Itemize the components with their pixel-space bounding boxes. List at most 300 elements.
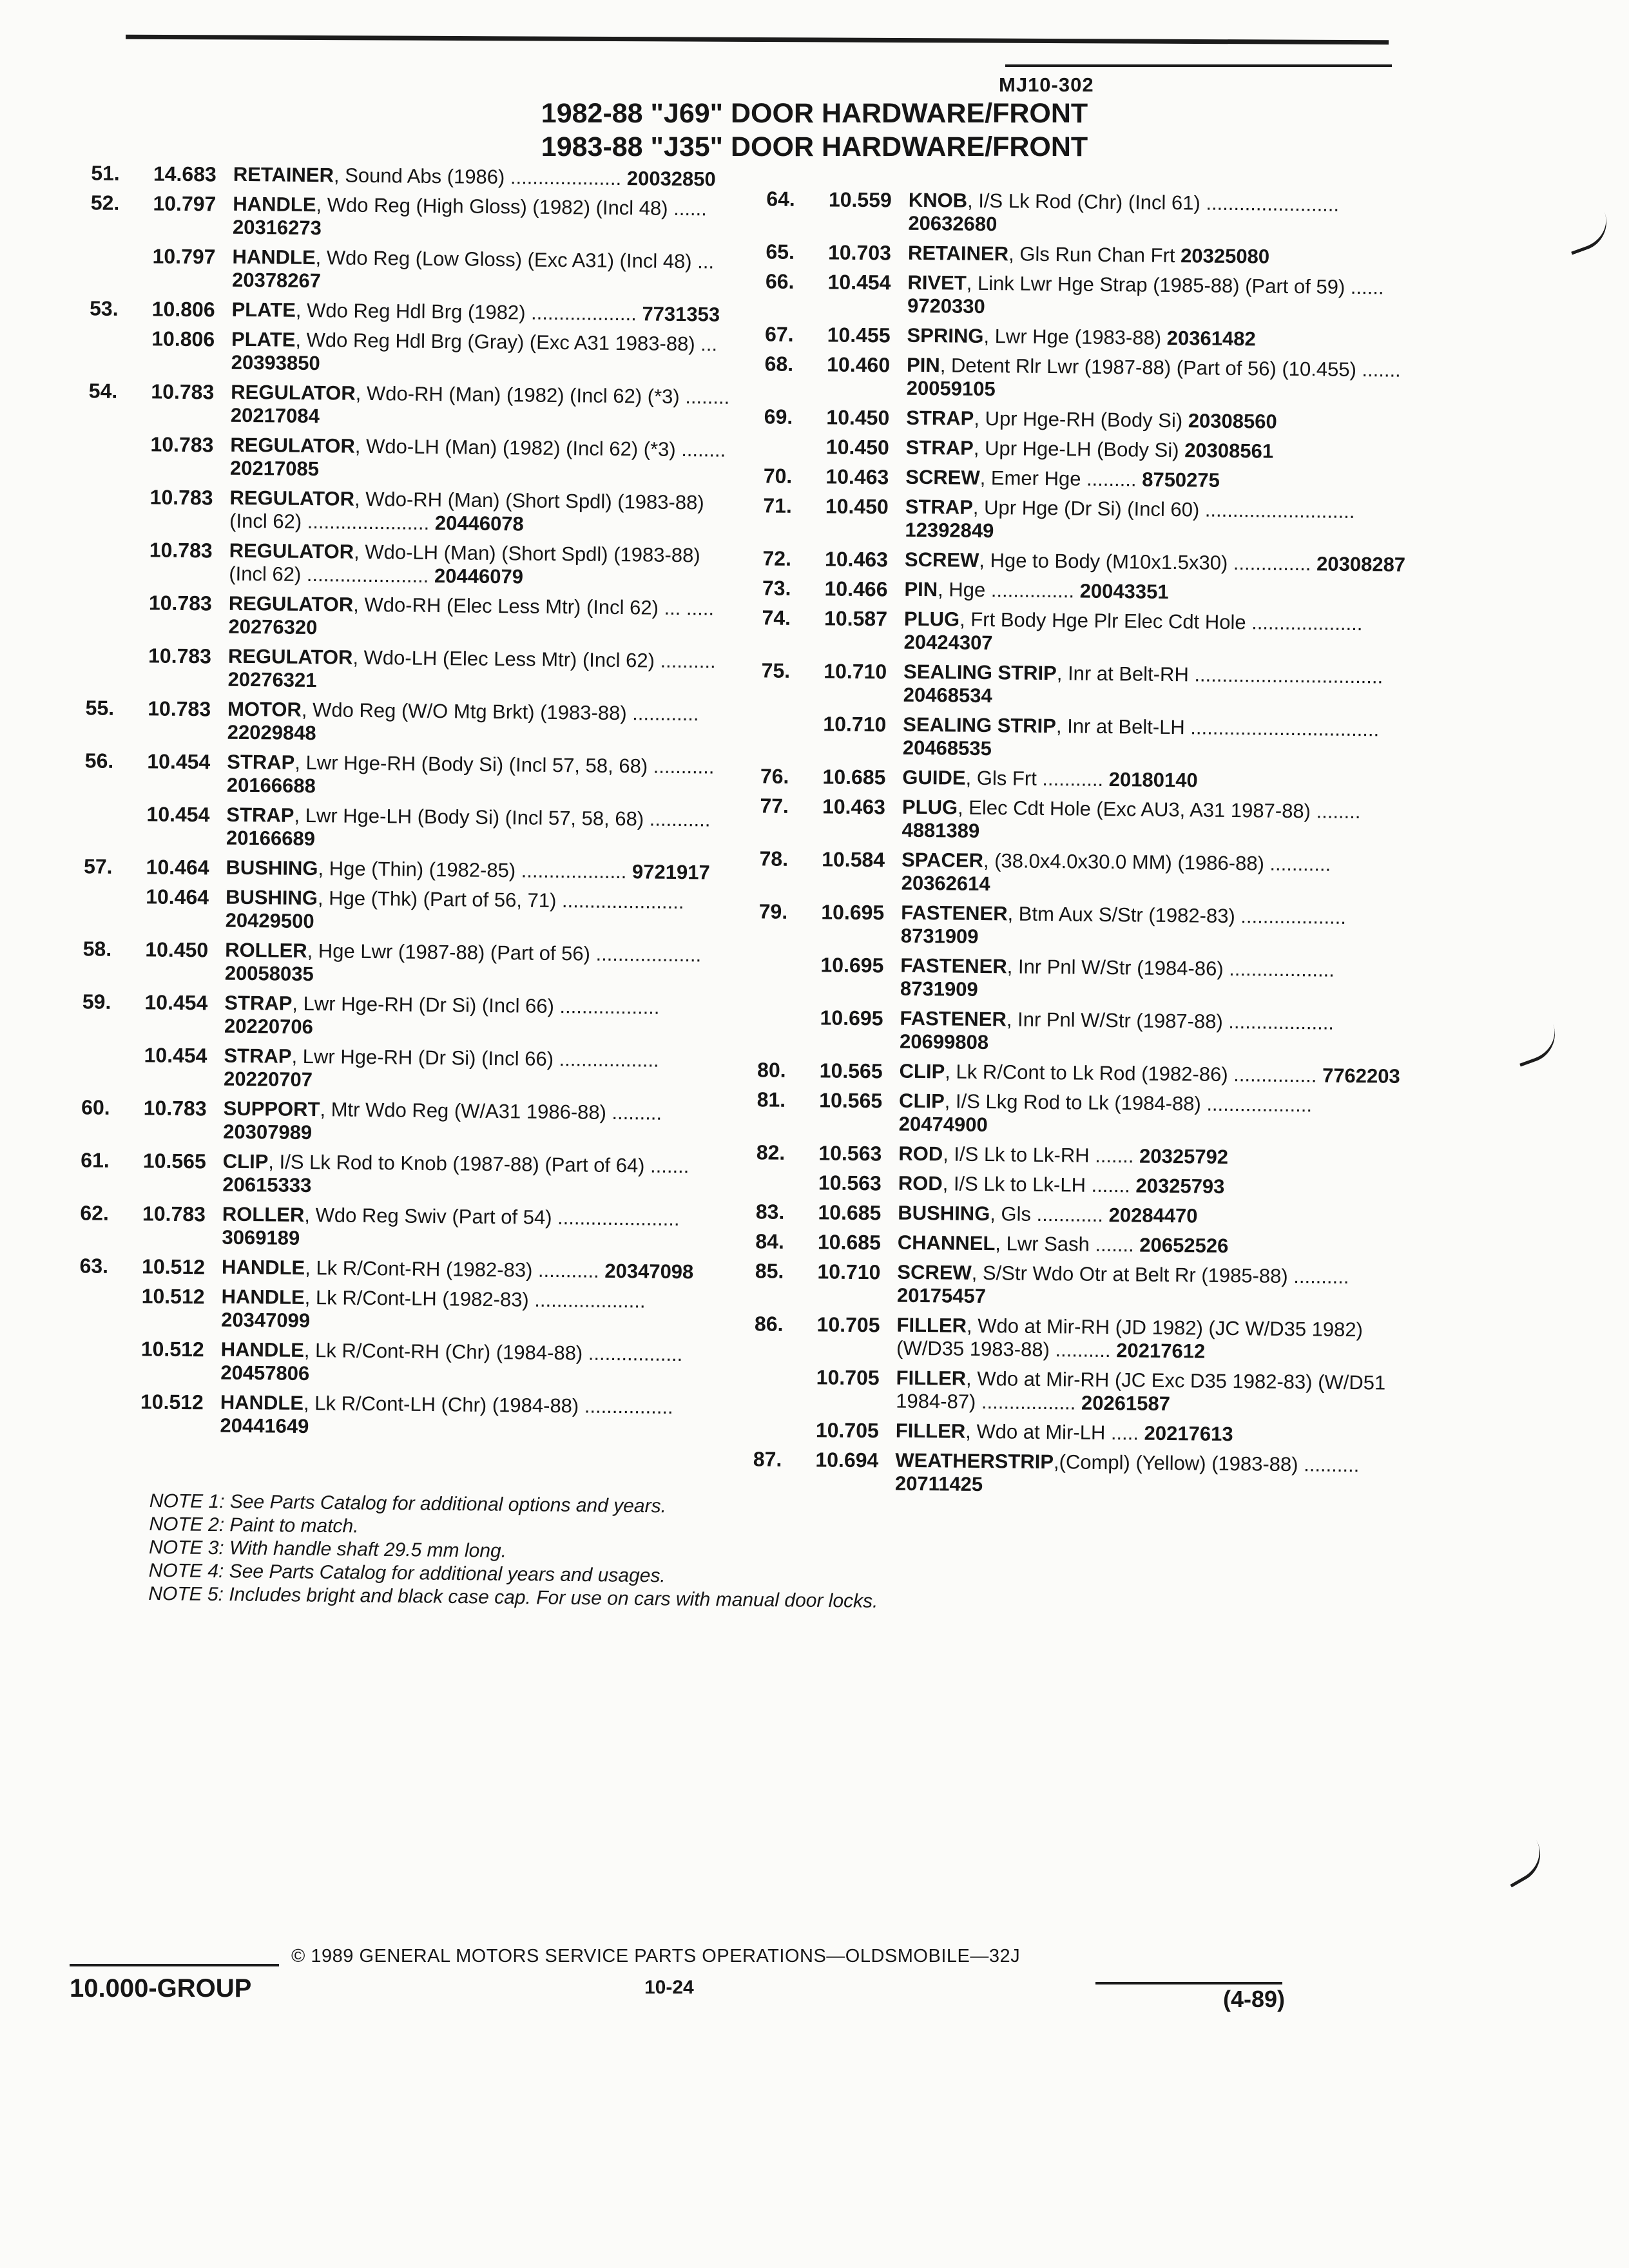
part-description [908,242,1409,270]
group-number: 10.565 [819,1088,883,1113]
part-detail: , (38.0x4.0x30.0 MM) (1986-88) ........... [983,849,1331,876]
part-number: 22029848 [227,720,316,745]
part-entry [54,1095,738,1149]
part-detail: , I/S Lk to Lk-LH ....... [942,1172,1131,1197]
part-number: 20347099 [221,1308,311,1332]
part-description [901,849,1403,900]
part-name: FASTENER [900,954,1007,978]
item-number: 53. [89,296,119,320]
part-name: MOTOR [227,697,302,721]
item-number: 81. [757,1088,786,1111]
part-name: GUIDE [902,765,966,789]
part-description [898,1202,1399,1230]
part-entry [55,1043,738,1096]
part-entry [733,794,1403,847]
part-entry [55,990,739,1043]
part-entry [729,1200,1399,1230]
item-number: 58. [82,937,112,961]
group-number: 10.455 [827,323,891,347]
part-detail: , Mtr Wdo Reg (W/A31 1986-88) ......... [320,1098,662,1124]
part-entry [61,432,745,485]
group-number: 10.806 [151,327,215,351]
part-name: REGULATOR [231,380,356,405]
item-number [731,952,787,999]
part-name: HANDLE [232,245,316,269]
part-number: 20468534 [903,683,992,707]
part-entry [736,494,1407,547]
part-detail: , Inr at Belt-RH .................................. [1056,662,1383,688]
part-entry [59,696,742,749]
part-description [233,193,747,244]
part-detail: , Wdo-RH (Elec Less Mtr) (Incl 62) ... ..... [353,593,715,620]
part-number: 12392849 [905,518,994,543]
part-name: REGULATOR [230,433,356,457]
group-number: 10.463 [822,794,886,819]
part-name: STRAP [224,991,293,1015]
part-number: 20308560 [1188,409,1277,433]
part-number: 20307989 [223,1120,313,1144]
group-number: 10.466 [824,577,888,601]
part-entry [59,590,743,644]
group-number: 10.450 [145,937,209,962]
note-3: NOTE 3: With handle shaft 29.5 mm long. [148,1536,507,1562]
part-number: 20316273 [232,215,322,240]
part-detail: , Hge (Thk) (Part of 56, 71) ...................... [317,887,684,914]
part-entry [734,711,1405,765]
part-detail: , Wdo-LH (Elec Less Mtr) (Incl 62) .......... [352,646,716,673]
part-description [225,939,740,990]
part-description [905,548,1406,577]
group-number: 10.565 [142,1149,206,1173]
part-name: CLIP [898,1089,945,1113]
part-detail: , Gls ............ [990,1202,1104,1226]
part-name: BUSHING [225,885,318,910]
part-description [224,1044,738,1096]
part-detail: , Wdo Reg Swiv (Part of 54) ...................... [304,1203,680,1231]
group-number: 10.710 [817,1260,881,1284]
part-entry [739,187,1410,240]
part-description [224,992,739,1043]
part-entry [52,1336,735,1390]
part-entry [64,191,747,244]
part-name: HANDLE [220,1390,304,1414]
part-description [905,495,1407,547]
group-number: 10.454 [147,749,211,774]
part-name: SEALING STRIP [903,713,1057,738]
part-description [902,766,1403,794]
part-number: 8731909 [900,924,979,948]
item-number: 78. [759,847,789,870]
part-detail: , Lwr Hge-RH (Body Si) (Incl 57, 58, 68) ........... [294,751,715,778]
group-number: 10.685 [817,1230,882,1254]
group-number: 10.695 [820,953,884,977]
part-number: 3069189 [222,1225,300,1249]
part-detail: , Hge ............... [937,578,1075,602]
part-detail: , Wdo-LH (Man) (1982) (Incl 62) (*3) ........ [354,434,726,461]
group-number: 10.695 [821,900,885,925]
part-name: BUSHING [898,1201,990,1225]
notes-section [148,1490,879,1613]
part-description [222,1150,737,1202]
part-description [898,1172,1400,1200]
part-detail: , I/S Lk Rod (Chr) (Incl 61) ........................ [967,189,1340,216]
part-detail: , Gls Frt ........... [965,766,1104,791]
part-number: 20378267 [231,268,322,293]
part-description [233,163,747,191]
part-name: REGULATOR [229,486,355,510]
part-description [904,578,1405,606]
part-number: 20325792 [1139,1144,1229,1169]
part-description [231,328,746,380]
part-entry [61,485,744,538]
part-detail: , Lk R/Cont-LH (Chr) (1984-88) ................ [303,1391,673,1418]
group-number: 10.783 [151,380,215,404]
part-description [907,271,1409,323]
part-description [227,751,742,802]
part-number: 20361482 [1166,326,1256,351]
item-number: 84. [755,1229,785,1253]
part-detail: , S/Str Wdo Otr at Belt Rr (1985-88) .......... [971,1261,1349,1288]
item-number [61,485,117,532]
part-detail: , Lwr Hge (1983-88) [983,324,1162,349]
part-name: HANDLE [221,1255,305,1280]
part-name: SCREW [904,548,979,572]
part-number: 20429500 [225,908,314,933]
part-name: REGULATOR [229,539,354,563]
part-description [896,1367,1398,1418]
item-number: 85. [755,1259,784,1283]
part-number: 20468535 [902,736,992,760]
part-name: HANDLE [233,192,316,216]
item-number [727,1418,782,1441]
part-name: FILLER [896,1366,967,1390]
part-detail: , Lk R/Cont-LH (1982-83) .................... [304,1286,646,1312]
part-description [903,660,1405,712]
part-entry [57,802,741,855]
item-number [56,884,112,931]
part-number: 20032850 [626,167,716,191]
group-number: 10.783 [143,1096,207,1120]
part-entry [63,326,746,380]
part-detail: , Lk R/Cont-RH (Chr) (1984-88) ................. [304,1338,683,1366]
part-name: FILLER [896,1313,967,1337]
part-number: 20175457 [896,1283,987,1308]
part-number: 20180140 [1108,768,1198,792]
item-number: 77. [760,794,789,818]
left-parts-column [51,161,747,1449]
part-description [231,381,746,432]
item-number [61,432,117,479]
item-number: 79. [758,899,788,923]
part-number: 20457806 [220,1361,310,1385]
group-number: 10.710 [824,659,887,684]
part-name: CLIP [899,1059,945,1083]
part-description [908,189,1410,240]
part-number: 20325793 [1135,1174,1225,1198]
item-number: 67. [764,322,794,346]
part-detail: , Wdo Reg (High Gloss) (1982) (Incl 48) ...... [316,193,708,220]
group-number: 14.683 [153,162,217,186]
part-name: PLUG [903,607,960,631]
footer-group-label: 10.000-GROUP [70,1974,252,2003]
part-entry [729,1170,1400,1200]
part-entry [727,1365,1398,1418]
part-detail: , Wdo-RH (Man) (Short Spdl) (1983-88) (Incl 62) ...................... [229,487,704,534]
part-name: HANDLE [220,1338,305,1361]
group-number: 10.587 [824,606,888,631]
item-number: 87. [753,1447,782,1471]
part-name: PIN [904,577,938,601]
item-number [63,326,119,373]
item-number: 68. [764,352,794,376]
part-description [220,1338,735,1390]
part-description [226,856,740,885]
part-detail: , Lk R/Cont-RH (1982-83) ........... [305,1256,599,1282]
part-entry [63,296,746,327]
part-description [223,1097,738,1149]
part-description [907,354,1409,405]
footer-rule-left [70,1964,279,1966]
part-number: 20166689 [226,826,316,850]
part-number: 20059105 [906,376,996,401]
group-number: 10.450 [825,435,889,459]
part-number: 20217612 [1116,1339,1206,1363]
part-number: 20652526 [1139,1233,1229,1258]
part-number: 20393850 [231,351,320,375]
item-number: 76. [760,764,789,788]
part-number: 20632680 [908,211,998,236]
part-entry [726,1447,1397,1501]
part-entry [739,240,1409,270]
part-description [895,1449,1397,1501]
part-name: ROLLER [225,938,307,963]
group-number: 10.563 [818,1141,882,1166]
item-number: 71. [763,494,793,517]
footer-copyright: © 1989 GENERAL MOTORS SERVICE PARTS OPERATIONS—OLDSMOBILE—32J [291,1946,1021,1966]
item-number [59,590,115,637]
part-description [906,407,1407,435]
binder-mark [1562,212,1614,255]
part-description [227,698,742,749]
group-number: 10.797 [153,191,217,216]
catalog-code: MJ10-302 [999,73,1094,96]
part-name: ROLLER [222,1202,305,1226]
part-entry [51,1389,735,1443]
part-description [903,608,1405,659]
part-detail: , Lwr Sash ....... [995,1232,1134,1256]
part-name: PIN [906,353,940,377]
item-number: 80. [757,1058,786,1082]
item-number: 55. [85,696,115,720]
part-entry [735,576,1405,606]
top-rule [126,35,1389,45]
part-entry [56,884,740,937]
part-entry [738,322,1408,352]
part-detail: , Inr Pnl W/Str (1984-86) ................... [1007,955,1335,981]
group-number: 10.783 [148,591,213,615]
group-number: 10.454 [144,990,208,1015]
part-number: 20058035 [224,961,314,986]
part-entry [60,537,744,591]
part-entry [63,244,747,297]
item-number: 54. [88,379,118,403]
part-description [897,1261,1399,1312]
part-description [220,1391,735,1443]
group-number: 10.797 [152,244,216,269]
part-number: 8731909 [900,977,978,1001]
part-detail: , Wdo-RH (Man) (1982) (Incl 62) (*3) ........ [355,381,730,408]
part-name: SCREW [905,465,980,489]
part-name: PLATE [231,327,296,351]
part-detail: , Btm Aux S/Str (1982-83) ................... [1007,902,1347,928]
group-number: 10.705 [816,1365,880,1390]
footer-revision-date: (4-89) [1223,1986,1286,2012]
part-description [899,1090,1401,1141]
item-number [52,1283,108,1331]
item-number: 51. [91,161,120,185]
part-name: SCREW [897,1260,972,1284]
part-name: SUPPORT [223,1097,320,1121]
item-number: 74. [762,606,791,629]
part-description [228,592,743,644]
item-number [55,1043,111,1090]
part-description [229,539,744,591]
group-number: 10.783 [149,485,213,510]
group-number: 10.450 [826,405,890,430]
part-detail: , Lk R/Cont to Lk Rod (1982-86) ............... [945,1060,1317,1087]
group-number: 10.559 [828,187,892,212]
part-entry [737,434,1407,465]
item-number: 75. [761,658,791,682]
part-detail: , Wdo at Mir-LH ..... [965,1419,1139,1445]
part-detail: , Wdo at Mir-RH (JC Exc D35 1982-83) (W/D51 1984-87) ................. [896,1367,1386,1414]
group-number: 10.454 [144,1043,207,1068]
item-number [60,537,116,584]
group-number: 10.460 [827,352,891,377]
part-detail: , Hge (Thin) (1982-85) ................... [318,857,627,883]
group-number: 10.450 [825,494,889,519]
part-number: 20424307 [903,630,993,655]
group-number: 10.694 [815,1448,879,1472]
part-name: CHANNEL [897,1231,996,1255]
part-name: RETAINER [233,162,334,187]
part-detail: , Frt Body Hge Plr Elec Cdt Hole .................... [959,608,1363,635]
item-number [731,1005,787,1052]
item-number [729,1170,785,1194]
part-detail: , I/S Lkg Rod to Lk (1984-88) ................... [944,1090,1313,1117]
item-number: 66. [765,269,795,293]
item-number [51,1389,107,1436]
group-number: 10.783 [142,1202,206,1226]
group-number: 10.705 [815,1418,879,1443]
item-number: 63. [79,1254,109,1278]
item-number: 60. [81,1095,110,1119]
part-number: 20276320 [228,615,318,639]
part-name: SEALING STRIP [903,660,1057,685]
group-number: 10.565 [819,1059,883,1083]
item-number [734,711,790,758]
part-number: 20325080 [1180,244,1270,268]
part-detail: ,(Compl) (Yellow) (1983-88) .......... [1053,1450,1360,1477]
part-number: 8750275 [1142,468,1220,492]
part-number: 20308287 [1316,552,1406,576]
part-name: FASTENER [900,1006,1007,1031]
part-entry [57,854,740,885]
part-entry [730,1058,1400,1088]
page-title-line-2: 1983-88 "J35" DOOR HARDWARE/FRONT [541,131,1088,162]
part-number: 20276321 [227,668,317,692]
part-detail: , Upr Hge (Dr Si) (Incl 60) ........................... [972,495,1355,523]
part-name: STRAP [224,1044,292,1068]
part-entry [733,764,1403,794]
part-entry [735,658,1405,712]
item-number: 59. [82,990,111,1014]
part-name: ROD [898,1171,943,1195]
part-entry [53,1201,737,1254]
part-description [229,486,744,538]
group-number: 10.512 [140,1390,204,1414]
part-detail: , Inr at Belt-LH .................................. [1055,715,1380,741]
part-description [901,796,1403,847]
item-number: 52. [90,191,120,215]
part-number: 20446078 [434,512,524,535]
part-number: 20217085 [229,456,320,481]
part-entry [56,937,740,990]
part-detail: , I/S Lk Rod to Knob (1987-88) (Part of 64) ....... [268,1150,689,1178]
part-name: RIVET [907,271,967,294]
part-detail: , Detent Rlr Lwr (1987-88) (Part of 56) (10.455) ....... [940,354,1401,381]
group-number: 10.783 [149,538,213,562]
part-name: REGULATOR [228,591,354,616]
part-detail: , Wdo at Mir-RH (JD 1982) (JC W/D35 1982) (W/D35 1983-88) .......... [896,1314,1364,1362]
part-description [221,1285,736,1337]
item-number: 70. [763,464,793,488]
part-number: 20217084 [230,403,320,428]
part-entry [53,1148,737,1202]
part-detail: , Lwr Hge-LH (Body Si) (Incl 57, 58, 68) ........... [294,803,711,831]
part-description [903,713,1405,765]
part-entry [727,1418,1397,1448]
part-detail: , Wdo Reg (W/O Mtg Brkt) (1983-88) ............ [301,698,699,726]
item-number: 62. [80,1201,110,1225]
part-entry [736,546,1406,577]
item-number [57,802,113,849]
part-description [900,954,1402,1006]
group-number: 10.703 [827,240,892,265]
part-name: STRAP [227,750,295,774]
part-name: KNOB [908,188,968,212]
part-description [899,1060,1400,1088]
part-entry [64,161,747,191]
part-description [896,1314,1398,1365]
part-entry [730,1088,1401,1141]
part-name: WEATHERSTRIP [895,1448,1054,1474]
part-detail: , Lwr Hge-RH (Dr Si) (Incl 66) .................. [292,992,660,1019]
item-number: 72. [762,546,792,570]
part-description [906,436,1407,465]
group-number: 10.783 [148,697,211,721]
part-entry [737,464,1407,494]
item-number: 56. [84,749,114,773]
binder-mark [1497,1840,1550,1888]
footer-rule-right [1095,1982,1282,1984]
item-number: 61. [81,1148,110,1172]
item-number: 69. [764,405,793,428]
part-detail: , Lwr Hge-RH (Dr Si) (Incl 66) .................. [291,1044,659,1072]
binder-mark [1510,1024,1563,1066]
group-number: 10.685 [822,765,886,789]
part-detail: , Wdo Reg Hdl Brg (1982) ................... [295,298,637,325]
